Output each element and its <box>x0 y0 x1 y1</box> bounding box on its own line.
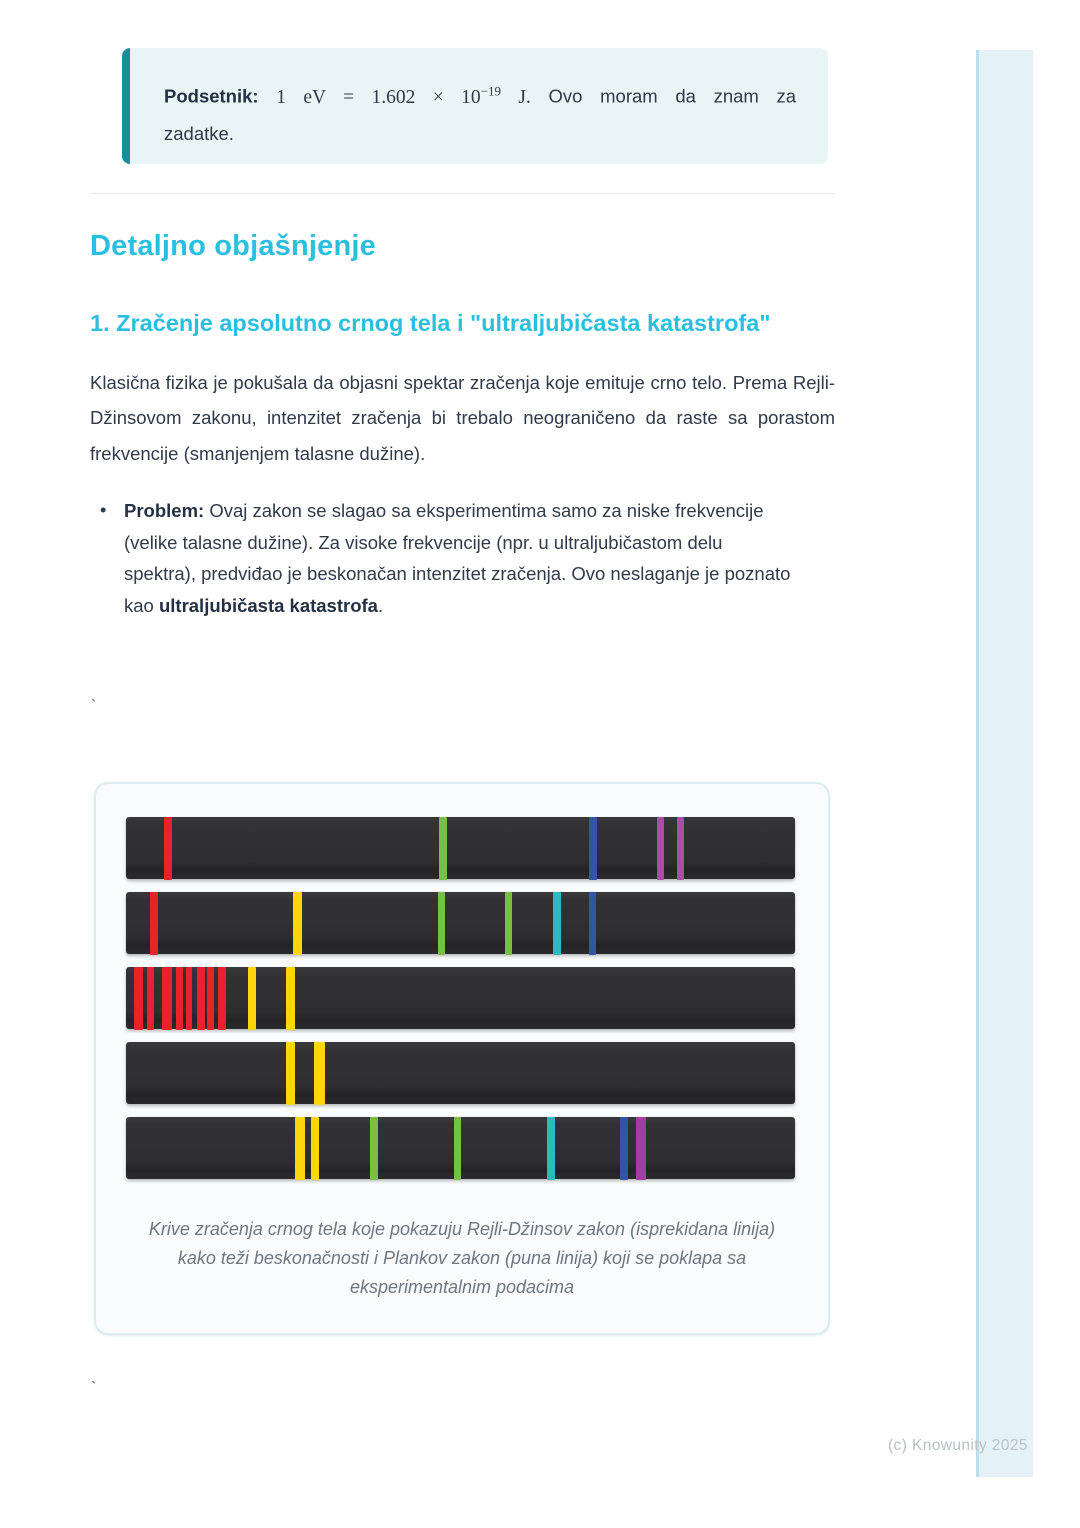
green-spectral-line <box>438 892 445 955</box>
red-spectral-line <box>176 967 183 1030</box>
blue-spectral-line <box>589 892 596 955</box>
magenta-spectral-line <box>677 817 684 880</box>
yellow-spectral-line <box>248 967 256 1030</box>
yellow-spectral-line <box>314 1042 325 1105</box>
spectrum-bar <box>126 817 795 879</box>
red-spectral-line <box>162 967 172 1030</box>
footer-copyright: (c) Knowunity 2025 <box>888 1437 1028 1454</box>
reminder-label: Podsetnik: <box>164 85 259 107</box>
green-spectral-line <box>505 892 512 955</box>
reminder-line-1 <box>164 73 796 116</box>
cyan-spectral-line <box>553 892 561 955</box>
problem-label: Problem: <box>124 500 205 521</box>
figure-caption: Krive zračenja crnog tela koje pokazuju Rejli-Džinsov zakon (isprekidana linija) kako teži beskonačnosti i Plankov zakon (puna linija) koji se poklapa sa eksperimentalnim podacima <box>148 1219 776 1297</box>
stray-backtick-top: ` <box>91 698 97 715</box>
purple-spectral-line <box>636 1117 646 1180</box>
section-divider <box>90 193 835 194</box>
cyan-spectral-line <box>547 1117 555 1180</box>
main-content-column <box>90 0 835 621</box>
subsection-heading: 1. Zračenje apsolutno crnog tela i "ultraljubičasta katastrofa" <box>90 309 771 336</box>
red-spectral-line <box>186 967 192 1030</box>
emission-spectra-image <box>126 817 795 1179</box>
red-spectral-line <box>150 892 158 955</box>
red-spectral-line <box>218 967 226 1030</box>
yellow-spectral-line <box>286 1042 295 1105</box>
spectrum-bar <box>126 1117 795 1179</box>
yellow-spectral-line <box>286 967 295 1030</box>
ev-joule-formula: 1 eV = $1.602 \times 10^{-19}$ J. <box>276 83 531 108</box>
green-spectral-line <box>454 1117 461 1180</box>
yellow-spectral-line <box>295 1117 305 1180</box>
red-spectral-line <box>134 967 143 1030</box>
spectrum-figure-card <box>94 782 830 1335</box>
section-heading: Detaljno objašnjenje <box>90 229 376 262</box>
red-spectral-line <box>164 817 172 880</box>
problem-bullet-item <box>90 495 796 621</box>
reminder-sentence-end: zadatke. <box>164 122 234 144</box>
spectrum-bar <box>126 1042 795 1104</box>
page-margin-rail <box>976 50 1033 1477</box>
spectrum-bar <box>126 892 795 954</box>
yellow-spectral-line <box>293 892 302 955</box>
magenta-spectral-line <box>657 817 664 880</box>
blue-spectral-line <box>620 1117 628 1180</box>
yellow-spectral-line <box>311 1117 319 1180</box>
red-spectral-line <box>197 967 205 1030</box>
stray-backtick-bottom: ` <box>91 1380 97 1397</box>
intro-paragraph: Klasična fizika je pokušala da objasni spektar zračenja koje emituje crno telo. Prema Rejli-Džinsovom zakonu, intenzitet zračenja bi trebalo neograničeno da raste sa porastom frekvencije (smanjenjem talasne dužine). <box>90 371 835 464</box>
problem-text: Ovaj zakon se slagao sa eksperimentima samo za niske frekvencije (velike talasne dužine). Za visoke frekvencije (npr. u ultraljubičastom delu spektra), predviđao je beskonačan intenzitet zračenja. Ovo neslaganje je poznato kao <box>124 500 791 616</box>
spectrum-bar <box>126 967 795 1029</box>
blue-spectral-line <box>589 817 597 880</box>
formula-exponent: −19 <box>480 83 502 98</box>
green-spectral-line <box>370 1117 378 1180</box>
problem-bold-term: ultraljubičasta katastrofa <box>158 594 378 616</box>
red-spectral-line <box>147 967 154 1030</box>
green-spectral-line <box>439 817 447 880</box>
reminder-sentence-start: Ovo moram da znam za <box>548 85 797 107</box>
problem-bullet-list <box>90 495 835 621</box>
problem-text-end: . <box>377 594 384 616</box>
red-spectral-line <box>207 967 214 1030</box>
bullet-marker-icon: • <box>100 500 107 520</box>
reminder-callout <box>122 48 828 164</box>
